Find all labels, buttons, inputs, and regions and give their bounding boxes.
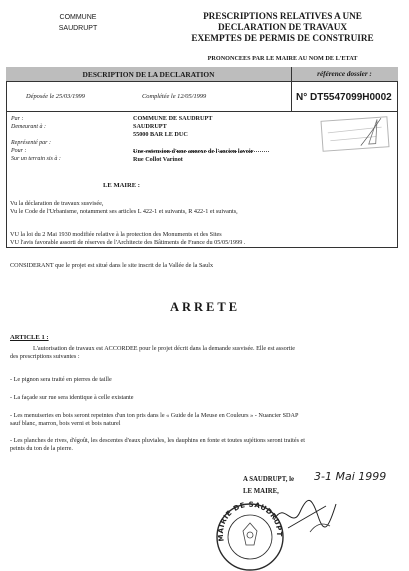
applicant-address-line2: 55000 BAR LE DUC bbox=[133, 131, 188, 138]
title-line: EXEMPTES DE PERMIS DE CONSTRUIRE bbox=[191, 33, 374, 43]
le-maire-heading: LE MAIRE : bbox=[103, 182, 140, 189]
prescription-item: - Les menuiseries en bois seront repeintes d'un ton pris dans le « Guide de la Meuse en Couleurs » - Nuancier SDAP bbox=[10, 412, 299, 419]
vu-line: Vu le Code de l'Urbanisme, notamment ses articles L 422-1 et suivants, R 422-1 et suivants, bbox=[10, 208, 238, 215]
prescription-item-cont: peints du ton de la pierre. bbox=[10, 445, 73, 452]
label-par: Par : bbox=[11, 116, 24, 122]
signatory-title: LE MAIRE, bbox=[243, 488, 279, 495]
commune-label: COMMUNE bbox=[59, 14, 97, 21]
svg-text:MAIRIE DE SAUDRUPT: MAIRIE DE SAUDRUPT bbox=[216, 500, 284, 542]
considerant-line: CONSIDERANT que le projet est situé dans le site inscrit de la Vallée de la Saulx bbox=[10, 262, 214, 269]
label-represente: Représenté par : bbox=[11, 140, 51, 146]
reference-label: référence dossier : bbox=[317, 70, 372, 78]
prescription-item: - Le pignon sera traité en pierres de taille bbox=[10, 376, 112, 383]
label-demeurant: Demeurant à : bbox=[11, 124, 46, 130]
handwritten-date: 3-1 Mai 1999 bbox=[314, 470, 387, 483]
handwritten-signature bbox=[270, 494, 340, 536]
received-stamp bbox=[319, 113, 391, 156]
label-terrain: Sur un terrain sis à : bbox=[11, 156, 61, 162]
applicant-name: COMMUNE DE SAUDRUPT bbox=[133, 115, 213, 122]
declaration-section-title: DESCRIPTION DE LA DECLARATION bbox=[82, 70, 215, 79]
project-site: Rue Collot Varinot bbox=[133, 156, 183, 163]
label-pour: Pour : bbox=[11, 148, 27, 154]
prescription-item: - La façade sur rue sera identique à celle existante bbox=[10, 394, 134, 401]
article-title: ARTICLE 1 : bbox=[10, 334, 49, 341]
document-subtitle: PRONONCEES PAR LE MAIRE AU NOM DE L'ETAT bbox=[207, 55, 358, 62]
article-text: des prescriptions suivantes : bbox=[10, 353, 80, 360]
applicant-address-line1: SAUDRUPT bbox=[133, 123, 167, 130]
deposit-date: Déposée le 25/03/1999 bbox=[26, 93, 85, 100]
article-text: L'autorisation de travaux est ACCORDEE pour le projet décrit dans la demande susvisée. Elle est assortie bbox=[33, 345, 295, 352]
arrete-heading: ARRETE bbox=[169, 300, 241, 314]
document-title bbox=[175, 11, 390, 44]
commune-name: SAUDRUPT bbox=[58, 25, 98, 32]
completion-date: Complétée le 12/05/1999 bbox=[142, 93, 207, 100]
prescription-item-cont: sauf blanc, marron, bois verni et bois naturel bbox=[10, 420, 121, 427]
vu-line: Vu la déclaration de travaux susvisée, bbox=[10, 200, 104, 207]
row-divider bbox=[6, 111, 398, 112]
vu-line: VU la loi du 2 Mai 1930 modifiée relative à la protection des Monuments et des Sites bbox=[10, 231, 222, 238]
prescription-item: - Les planches de rives, d'égoût, les descentes d'eaux pluviales, les dauphins en fonte et toutes sujétions seront traités et bbox=[10, 437, 306, 444]
column-divider bbox=[291, 67, 292, 112]
project-purpose: Une extension d'une annexe de l'ancien lavoir bbox=[133, 148, 254, 155]
dossier-number: N° DT5547099H0002 bbox=[296, 92, 392, 103]
title-line: PRESCRIPTIONS RELATIVES A UNE bbox=[203, 11, 362, 21]
signature-place: A SAUDRUPT, le bbox=[243, 476, 295, 483]
vu-line: VU l'avis favorable assorti de réserves de l'Architecte des Bâtiments de France du 05/05/1999 . bbox=[10, 239, 246, 246]
title-line: DECLARATION DE TRAVAUX bbox=[218, 22, 347, 32]
